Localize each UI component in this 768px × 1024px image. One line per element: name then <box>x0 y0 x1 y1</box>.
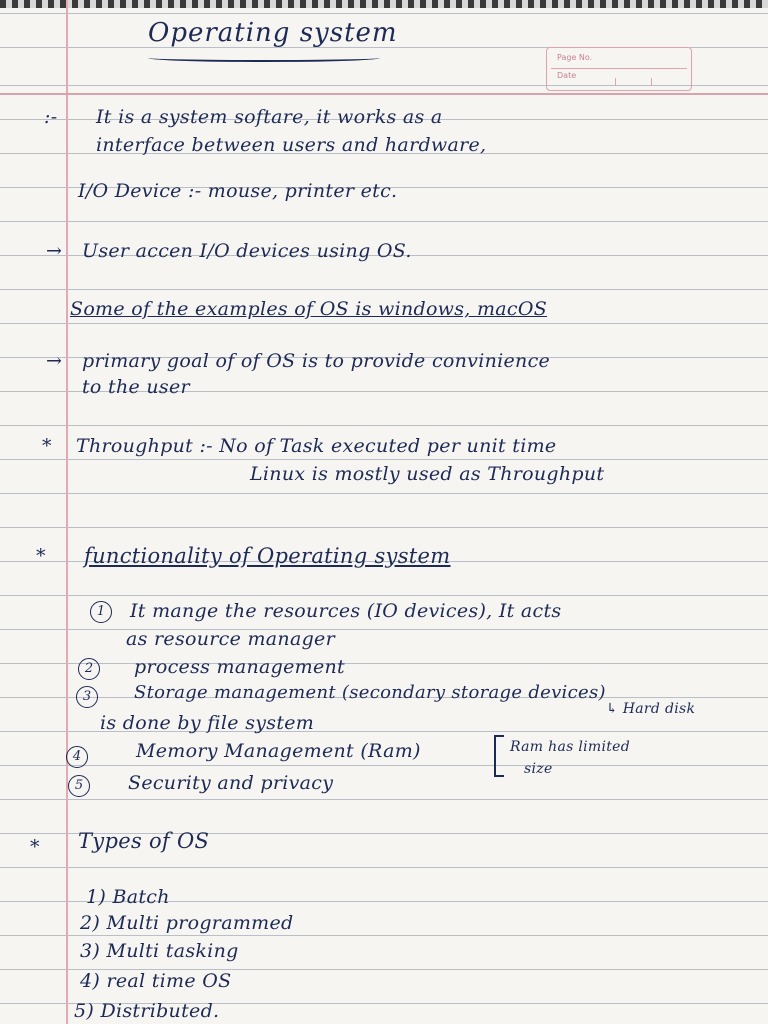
types-heading: Types of OS <box>78 829 210 853</box>
func-item-3-note: ↳ Hard disk <box>606 701 696 717</box>
item-number: 1 <box>90 601 112 623</box>
func-item-4-note-line-2: size <box>524 761 553 777</box>
bullet-mark: :- <box>44 106 58 128</box>
user-access-line: User accen I/O devices using OS. <box>82 240 412 262</box>
func-item-3-line-2: is done by file system <box>100 712 315 734</box>
throughput-line-1: Throughput :- No of Task executed per unit time <box>76 435 557 457</box>
type-item: 3) Multi tasking <box>80 940 239 962</box>
intro-line-1: It is a system softare, it works as a <box>96 106 443 128</box>
func-item-5: Security and privacy <box>128 772 334 794</box>
arrow-mark: → <box>46 350 63 372</box>
item-number: 3 <box>76 686 98 708</box>
io-device-line: I/O Device :- mouse, printer etc. <box>78 180 398 202</box>
func-item-4: Memory Management (Ram) <box>136 740 421 762</box>
star-mark: * <box>30 836 40 858</box>
page-no-date-box <box>546 47 692 91</box>
arrow-mark: → <box>46 240 63 262</box>
date-label: Date <box>557 71 577 80</box>
examples-line: Some of the examples of OS is windows, macOS <box>70 298 548 320</box>
header-rule <box>0 93 768 95</box>
func-item-4-note-line-1: Ram has limited <box>510 739 631 755</box>
item-number: 4 <box>66 746 88 768</box>
type-item: 4) real time OS <box>80 970 232 992</box>
fabric-edge <box>0 0 768 8</box>
goal-line-1: primary goal of of OS is to provide convinience <box>82 350 551 372</box>
type-item: 2) Multi programmed <box>80 912 294 934</box>
page-title: Operating system <box>148 18 398 48</box>
func-item-1-line-2: as resource manager <box>126 628 335 650</box>
throughput-line-2: Linux is mostly used as Throughput <box>250 463 605 485</box>
type-item: 1) Batch <box>86 886 170 908</box>
page-no-label: Page No. <box>557 53 593 62</box>
func-item-3-line-1: Storage management (secondary storage devices) <box>134 682 606 703</box>
item-number: 5 <box>68 775 90 797</box>
title-underline <box>148 54 380 62</box>
margin-line <box>66 0 68 1024</box>
star-mark: * <box>42 435 52 457</box>
intro-line-2: interface between users and hardware, <box>96 134 487 156</box>
func-item-1-line-1: It mange the resources (IO devices), It acts <box>130 600 562 622</box>
item-number: 2 <box>78 658 100 680</box>
star-mark: * <box>36 545 46 567</box>
functionality-heading: functionality of Operating system <box>84 544 451 568</box>
bracket-mark <box>494 735 504 777</box>
func-item-2: process management <box>134 656 345 678</box>
goal-line-2: to the user <box>82 376 190 398</box>
type-item: 5) Distributed. <box>74 1000 220 1022</box>
